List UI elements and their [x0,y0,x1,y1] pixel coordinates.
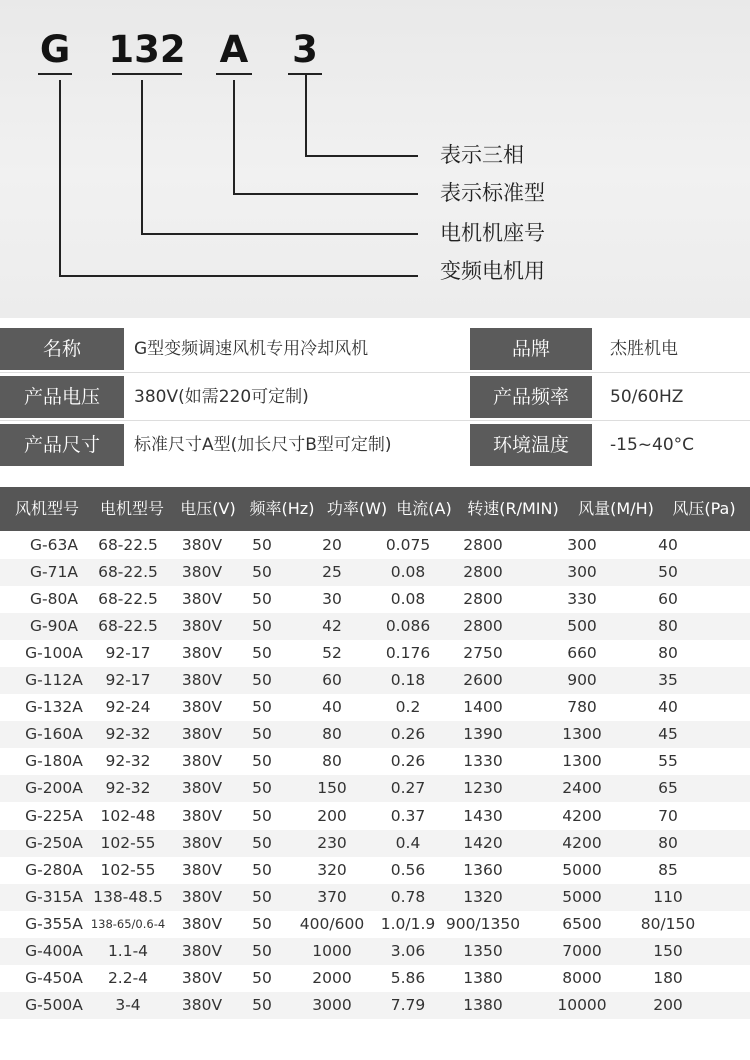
cell-pressure: 80 [658,617,678,636]
cell-voltage: 380V [181,563,223,582]
cell-power: 1000 [312,941,352,960]
cell-pressure: 110 [653,887,683,906]
cell-motor-model: 92-17 [105,644,151,663]
cell-power: 25 [322,563,342,582]
spec-value: 50/60HZ [610,387,684,407]
cell-speed: 1390 [463,725,503,744]
cell-fan-model: G-400A [25,941,83,960]
cell-current: 0.08 [390,563,426,582]
cell-power: 230 [317,833,347,852]
cell-fan-model: G-132A [25,698,83,717]
cell-airflow: 780 [567,698,597,717]
column-header-fan-model: 风机型号 [14,499,79,518]
cell-voltage: 380V [181,590,223,609]
cell-frequency: 50 [252,968,272,987]
cell-speed: 2800 [463,590,503,609]
cell-frequency: 50 [252,644,272,663]
spec-row-name [0,328,750,370]
cell-frequency: 50 [252,725,272,744]
cell-speed: 1230 [463,779,503,798]
spec-value: 杰胜机电 [610,339,678,359]
cell-voltage: 380V [181,806,223,825]
cell-fan-model: G-100A [25,644,83,663]
table-row [0,721,750,748]
table-row [0,613,750,640]
cell-frequency: 50 [252,860,272,879]
model-code-diagram [0,0,750,318]
cell-speed: 1350 [463,941,503,960]
table-row [0,748,750,775]
column-header-current: 电流(A) [396,499,452,518]
spec-value: G型变频调速风机专用冷却风机 [134,339,369,359]
cell-pressure: 65 [658,779,678,798]
column-header-voltage: 电压(V) [180,499,236,518]
table-row [0,857,750,884]
cell-motor-model: 138-65/0.6-4 [90,916,166,931]
cell-current: 5.86 [390,968,426,987]
cell-voltage: 380V [181,833,223,852]
cell-frequency: 50 [252,671,272,690]
cell-current: 0.56 [390,860,426,879]
cell-voltage: 380V [181,725,223,744]
cell-motor-model: 3-4 [115,995,141,1014]
cell-power: 370 [317,887,347,906]
cell-fan-model: G-225A [25,806,83,825]
cell-frequency: 50 [252,806,272,825]
meaning-frame-number: 电机机座号 [440,221,545,245]
cell-voltage: 380V [181,941,223,960]
cell-airflow: 660 [567,644,597,663]
cell-current: 0.075 [385,536,431,554]
cell-motor-model: 68-22.5 [98,536,158,554]
table-row [0,532,750,559]
cell-fan-model: G-250A [25,833,83,852]
spec-value: -15~40°C [610,435,695,455]
cell-current: 0.78 [390,887,426,906]
cell-airflow: 7000 [562,941,602,960]
cell-speed: 2800 [463,536,503,554]
code-letter-g: G [39,28,71,71]
table-row [0,884,750,911]
cell-power: 3000 [312,995,352,1014]
code-letter-a: A [219,28,249,71]
cell-pressure: 35 [658,671,678,690]
cell-frequency: 50 [252,995,272,1014]
cell-current: 0.18 [390,671,426,690]
cell-frequency: 50 [252,941,272,960]
leader-line-g [60,80,418,276]
column-header-airflow: 风量(M/H) [578,499,654,518]
cell-motor-model: 92-17 [105,671,151,690]
cell-frequency: 50 [252,617,272,636]
cell-fan-model: G-200A [25,779,83,798]
cell-pressure: 70 [658,806,678,825]
cell-fan-model: G-90A [30,617,78,636]
cell-airflow: 6500 [562,914,602,933]
cell-current: 0.086 [385,617,431,636]
table-row [0,586,750,613]
table-row [0,667,750,694]
meaning-three-phase: 表示三相 [440,143,524,167]
cell-motor-model: 68-22.5 [98,617,158,636]
cell-speed: 1360 [463,860,503,879]
cell-current: 0.2 [395,698,421,717]
cell-frequency: 50 [252,833,272,852]
cell-motor-model: 102-55 [100,833,156,852]
cell-airflow: 1300 [562,725,602,744]
cell-pressure: 180 [653,968,683,987]
cell-speed: 1400 [463,698,503,717]
cell-pressure: 55 [658,752,678,771]
cell-power: 80 [322,752,342,771]
cell-speed: 1380 [463,995,503,1014]
cell-pressure: 50 [658,563,678,582]
cell-pressure: 85 [658,860,678,879]
leader-line-3 [306,74,418,156]
cell-airflow: 1300 [562,752,602,771]
cell-power: 80 [322,725,342,744]
cell-voltage: 380V [181,860,223,879]
cell-current: 0.08 [390,590,426,609]
spec-key: 环境温度 [470,424,592,466]
column-header-speed: 转速(R/MIN) [467,499,559,518]
cell-fan-model: G-450A [25,968,83,987]
cell-power: 42 [322,617,342,636]
cell-motor-model: 92-32 [105,752,151,771]
cell-power: 40 [322,698,342,717]
cell-power: 52 [322,644,342,663]
cell-fan-model: G-280A [25,860,83,879]
cell-fan-model: G-71A [30,563,78,582]
cell-voltage: 380V [181,995,223,1014]
column-header-power: 功率(W) [326,499,388,518]
cell-motor-model: 102-48 [100,806,156,825]
cell-voltage: 380V [181,644,223,663]
cell-speed: 1320 [463,887,503,906]
cell-power: 200 [317,806,347,825]
cell-voltage: 380V [181,752,223,771]
cell-power: 20 [322,536,342,554]
cell-airflow: 4200 [562,833,602,852]
cell-power: 60 [322,671,342,690]
cell-fan-model: G-315A [25,887,83,906]
cell-fan-model: G-500A [25,995,83,1014]
cell-power: 2000 [312,968,352,987]
table-row [0,830,750,857]
cell-speed: 900/1350 [445,914,521,933]
cell-airflow: 330 [567,590,597,609]
cell-voltage: 380V [181,698,223,717]
column-header-frequency: 频率(Hz) [249,499,315,518]
table-row [0,775,750,802]
cell-motor-model: 92-24 [105,698,151,717]
cell-current: 0.176 [385,644,431,663]
cell-voltage: 380V [181,536,223,554]
spec-row-voltage [0,376,750,418]
cell-fan-model: G-180A [25,752,83,771]
spec-key: 名称 [0,328,124,370]
cell-pressure: 200 [653,995,683,1014]
cell-frequency: 50 [252,698,272,717]
spec-key: 产品频率 [470,376,592,418]
table-row [0,911,750,938]
table-row [0,803,750,830]
table-row [0,992,750,1019]
spec-value: 380V(如需220可定制) [134,387,309,407]
cell-voltage: 380V [181,887,223,906]
cell-speed: 2600 [463,671,503,690]
cell-power: 150 [317,779,347,798]
cell-airflow: 300 [567,536,597,554]
cell-frequency: 50 [252,887,272,906]
code-number-3: 3 [292,28,318,71]
cell-airflow: 900 [567,671,597,690]
cell-speed: 2800 [463,617,503,636]
cell-airflow: 5000 [562,860,602,879]
cell-pressure: 80 [658,644,678,663]
cell-frequency: 50 [252,590,272,609]
cell-fan-model: G-80A [30,590,78,609]
cell-current: 0.37 [390,806,426,825]
cell-motor-model: 92-32 [105,725,151,744]
cell-voltage: 380V [181,914,223,933]
cell-airflow: 8000 [562,968,602,987]
cell-fan-model: G-160A [25,725,83,744]
table-row [0,694,750,721]
cell-frequency: 50 [252,779,272,798]
cell-motor-model: 92-32 [105,779,151,798]
cell-motor-model: 68-22.5 [98,590,158,609]
cell-motor-model: 1.1-4 [107,941,149,960]
cell-speed: 1380 [463,968,503,987]
cell-voltage: 380V [181,617,223,636]
cell-fan-model: G-112A [25,671,83,690]
cell-current: 0.27 [390,779,426,798]
cell-power: 30 [322,590,342,609]
cell-power: 320 [317,860,347,879]
cell-speed: 1420 [463,833,503,852]
cell-voltage: 380V [181,968,223,987]
cell-motor-model: 2.2-4 [107,968,149,987]
cell-motor-model: 138-48.5 [93,887,163,906]
cell-speed: 2750 [463,644,503,663]
cell-voltage: 380V [181,671,223,690]
cell-speed: 2800 [463,563,503,582]
spec-key: 产品尺寸 [0,424,124,466]
cell-motor-model: 102-55 [100,860,156,879]
cell-airflow: 10000 [557,995,607,1014]
meaning-standard-type: 表示标准型 [440,181,545,205]
cell-airflow: 2400 [562,779,602,798]
spec-value: 标准尺寸A型(加长尺寸B型可定制) [134,435,392,455]
cell-current: 0.4 [395,833,421,852]
cell-frequency: 50 [252,752,272,771]
cell-airflow: 300 [567,563,597,582]
cell-airflow: 4200 [562,806,602,825]
cell-speed: 1430 [463,806,503,825]
cell-current: 0.26 [390,725,426,744]
spec-table-header [0,487,750,531]
cell-current: 0.26 [390,752,426,771]
table-row [0,938,750,965]
spec-key: 品牌 [470,328,592,370]
table-row [0,640,750,667]
cell-fan-model: G-63A [30,536,78,554]
cell-frequency: 50 [252,563,272,582]
cell-pressure: 150 [653,941,683,960]
cell-pressure: 40 [658,698,678,717]
cell-fan-model: G-355A [25,914,83,933]
spec-divider [0,372,750,373]
cell-airflow: 5000 [562,887,602,906]
column-header-motor-model: 电机型号 [99,499,164,518]
cell-voltage: 380V [181,779,223,798]
code-number-132: 132 [108,28,186,71]
cell-motor-model: 68-22.5 [98,563,158,582]
cell-pressure: 60 [658,590,678,609]
cell-current: 3.06 [390,941,426,960]
spec-divider [0,420,750,421]
cell-speed: 1330 [463,752,503,771]
cell-pressure: 80/150 [640,914,696,933]
cell-current: 7.79 [390,995,426,1014]
cell-pressure: 80 [658,833,678,852]
cell-frequency: 50 [252,536,272,554]
cell-power: 400/600 [299,914,365,933]
leader-line-a [234,80,418,194]
cell-pressure: 45 [658,725,678,744]
table-row [0,559,750,586]
spec-key: 产品电压 [0,376,124,418]
column-header-pressure: 风压(Pa) [672,499,736,518]
cell-pressure: 40 [658,536,678,554]
table-row [0,965,750,992]
cell-current: 1.0/1.9 [380,914,436,933]
spec-row-size [0,424,750,466]
cell-frequency: 50 [252,914,272,933]
cell-airflow: 500 [567,617,597,636]
meaning-vfd-motor: 变频电机用 [440,259,545,283]
